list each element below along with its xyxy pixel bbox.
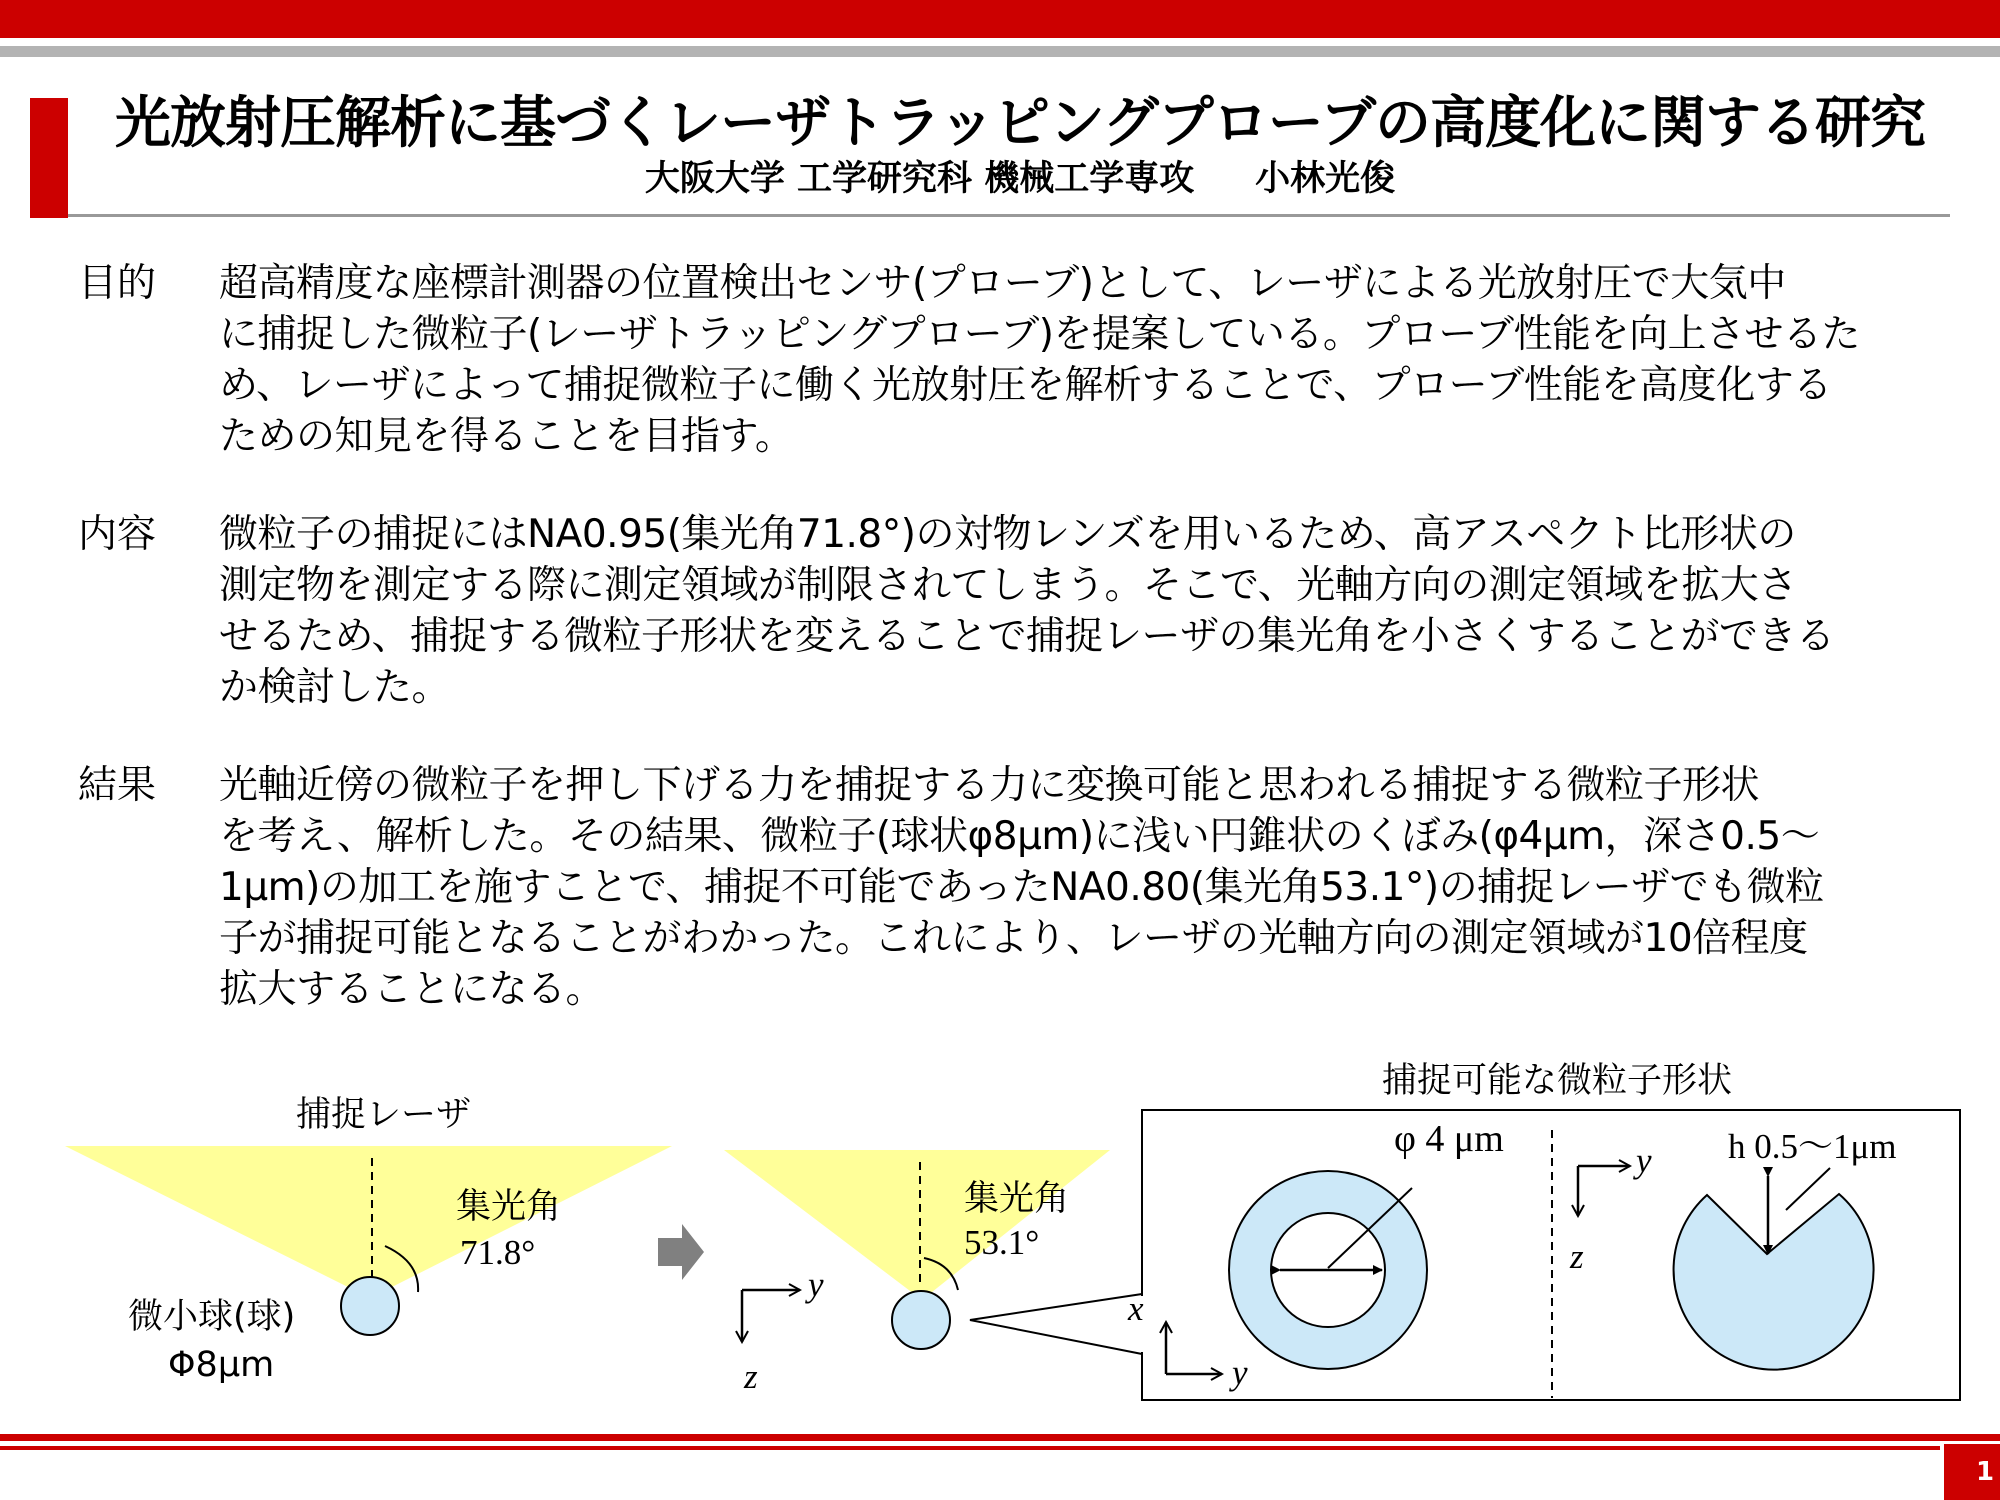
body-line: 拡大することになる。 xyxy=(219,967,605,1012)
body-line: を考え、解析した。その結果、微粒子(球状φ8μm)に浅い円錐状のくぼみ(φ4μm，深さ0.5～ xyxy=(219,814,1820,859)
transition-arrow xyxy=(658,1224,704,1280)
laser-label: 捕捉レーザ xyxy=(296,1095,472,1135)
axis-label-y: y xyxy=(1636,1141,1652,1180)
hole-diameter-label: φ 4 μm xyxy=(1394,1118,1504,1160)
angle-label: 集光角 xyxy=(456,1187,562,1227)
body-line: か検討した。 xyxy=(219,665,451,710)
sphere-label: 微小球(球) xyxy=(128,1297,296,1337)
axis-label-z: z xyxy=(744,1357,758,1396)
body-line: 光軸近傍の微粒子を押し下げる力を捕捉する力に変換可能と思われる捕捉する微粒子形状 xyxy=(219,763,1760,808)
page-title: 光放射圧解析に基づくレーザトラッピングプローブの高度化に関する研究 xyxy=(115,91,1925,156)
axis-label-y: y xyxy=(808,1265,824,1304)
body-line: 超高精度な座標計測器の位置検出センサ(プローブ)として、レーザによる光放射圧で大気中 xyxy=(219,261,1786,306)
body-line: 測定物を測定する際に測定領域が制限されてしまう。そこで、光軸方向の測定領域を拡大さ xyxy=(219,563,1797,608)
bottom-red-line xyxy=(0,1446,1940,1450)
section-label: 内容 xyxy=(78,512,157,557)
angle-value: 71.8° xyxy=(460,1233,536,1272)
body-line: め、レーザによって捕捉微粒子に働く光放射圧を解析することで、プローブ性能を高度化する xyxy=(219,363,1832,408)
particle-sphere xyxy=(341,1277,399,1335)
page-number: 1 xyxy=(1976,1457,1995,1487)
shape-panel-title: 捕捉可能な微粒子形状 xyxy=(1382,1061,1733,1101)
section-label: 目的 xyxy=(78,261,157,306)
depth-label: h 0.5～1μm xyxy=(1728,1127,1897,1166)
axis-label-x: x xyxy=(1128,1289,1144,1328)
body-line: に捕捉した微粒子(レーザトラッピングプローブ)を提案している。プローブ性能を向上させるた xyxy=(219,312,1860,357)
author-affiliation: 大阪大学 工学研究科 機械工学専攻 小林光俊 xyxy=(644,159,1396,199)
section-label: 結果 xyxy=(78,763,157,808)
body-line: せるため、捕捉する微粒子形状を変えることで捕捉レーザの集光角を小さくすることができる xyxy=(219,614,1835,659)
callout-pointer xyxy=(970,1294,1142,1354)
angle-value: 53.1° xyxy=(964,1223,1040,1262)
axis-label-y: y xyxy=(1232,1353,1248,1392)
particle-sphere xyxy=(892,1291,950,1349)
body-line: 1μm)の加工を施すことで、捕捉不可能であったNA0.80(集光角53.1°)の捕捉レーザでも微粒 xyxy=(219,865,1824,910)
bottom-red-bar xyxy=(0,1434,2000,1441)
sphere-size: Φ8μm xyxy=(168,1345,275,1385)
laser-beam-wide xyxy=(65,1146,672,1298)
laser-beam-narrow xyxy=(724,1150,1110,1300)
body-line: ための知見を得ることを目指す。 xyxy=(219,414,794,459)
angle-label: 集光角 xyxy=(964,1179,1070,1219)
body-line: 子が捕捉可能となることがわかった。これにより、レーザの光軸方向の測定領域が10倍程度 xyxy=(219,916,1808,961)
body-line: 微粒子の捕捉にはNA0.95(集光角71.8°)の対物レンズを用いるため、高アスペクト比形状の xyxy=(219,512,1796,557)
axis-label-z: z xyxy=(1570,1237,1584,1276)
